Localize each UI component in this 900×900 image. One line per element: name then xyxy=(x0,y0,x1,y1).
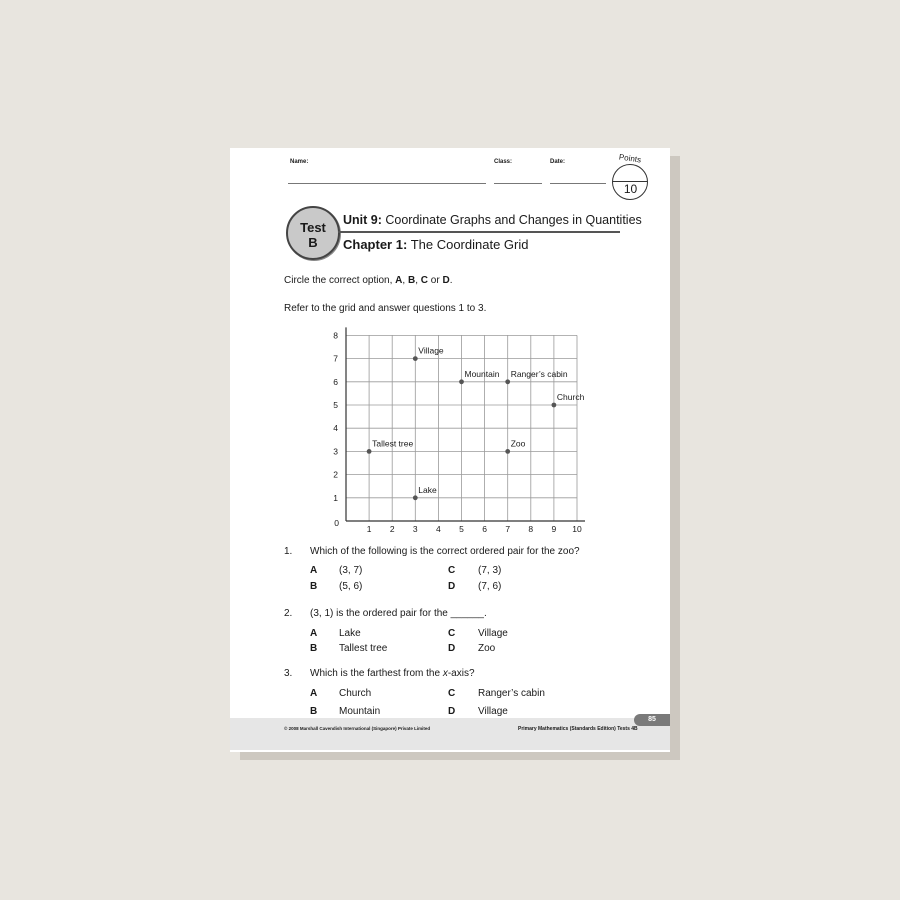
refer-text: Refer to the grid and answer questions 1 to 3. xyxy=(284,303,487,314)
q2-option-b-text[interactable]: Tallest tree xyxy=(339,643,388,654)
y-tick-label: 3 xyxy=(333,446,338,457)
footer-copyright: © 2008 Marshall Cavendish International (Singapore) Private Limited xyxy=(284,726,431,731)
page-number: 85 xyxy=(634,714,670,726)
grid-point xyxy=(367,449,372,454)
question-2-text: (3, 1) is the ordered pair for the ______. xyxy=(310,608,487,619)
grid-point-label: Ranger’s cabin xyxy=(510,368,568,379)
q3-option-d-text[interactable]: Village xyxy=(478,706,508,717)
q3-option-b-text[interactable]: Mountain xyxy=(339,706,381,717)
q2-option-d-letter[interactable]: D xyxy=(448,643,456,654)
question-3-text: Which is the farthest from the x-axis? xyxy=(310,668,475,679)
q2-option-d-text[interactable]: Zoo xyxy=(478,643,496,654)
question-1-number: 1. xyxy=(284,546,293,557)
question-3-number: 3. xyxy=(284,668,293,679)
grid-point xyxy=(505,449,510,454)
grid-point xyxy=(413,495,418,500)
instruction-text: Circle the correct option, A, B, C or D. xyxy=(284,275,453,286)
q3-option-c-text[interactable]: Ranger’s cabin xyxy=(478,688,545,699)
unit-label: Unit 9: xyxy=(343,213,382,227)
x-tick-label: 5 xyxy=(459,524,464,534)
x-tick-label: 6 xyxy=(482,524,487,534)
footer-book-title: Primary Mathematics (Standards Edition) Tests 4B xyxy=(518,726,638,732)
footer-band xyxy=(230,718,670,750)
q1-option-b-text[interactable]: (5, 6) xyxy=(339,581,363,592)
grid-point xyxy=(552,403,557,408)
grid-lines xyxy=(346,327,585,521)
q2-option-a-letter[interactable]: A xyxy=(310,628,318,639)
y-tick-label: 1 xyxy=(333,492,338,503)
grid-point xyxy=(459,379,464,384)
q1-option-c-letter[interactable]: C xyxy=(448,565,456,576)
q3-option-c-letter[interactable]: C xyxy=(448,688,456,699)
q1-option-d-letter[interactable]: D xyxy=(448,581,456,592)
grid-point-label: Tallest tree xyxy=(372,438,414,449)
question-1-text: Which of the following is the correct ordered pair for the zoo? xyxy=(310,546,580,557)
x-tick-label: 3 xyxy=(412,524,418,534)
grid-point-label: Mountain xyxy=(464,368,500,379)
grid-point-label: Village xyxy=(418,345,444,356)
q2-option-a-text[interactable]: Lake xyxy=(339,628,361,639)
test-badge-line1: Test xyxy=(300,220,326,235)
q3-option-a-text[interactable]: Church xyxy=(339,688,372,699)
grid-points xyxy=(367,346,585,501)
q3-option-d-letter[interactable]: D xyxy=(448,706,456,717)
x-tick-label: 9 xyxy=(551,524,557,534)
y-tick-label: 2 xyxy=(333,469,338,480)
points-value: 10 xyxy=(623,182,638,196)
points-label: Points xyxy=(618,152,642,165)
q1-option-b-letter[interactable]: B xyxy=(310,581,318,592)
y-tick-label: 4 xyxy=(333,423,338,434)
test-badge-line2: B xyxy=(308,235,318,250)
question-2-number: 2. xyxy=(284,608,293,619)
origin-label: 0 xyxy=(334,518,339,528)
x-tick-label: 8 xyxy=(528,524,534,534)
x-tick-label: 1 xyxy=(366,524,372,534)
grid-point-label: Zoo xyxy=(510,438,526,449)
y-tick-label: 6 xyxy=(333,376,338,387)
x-tick-label: 10 xyxy=(572,524,582,534)
grid-point-label: Lake xyxy=(418,484,437,495)
q1-option-c-text[interactable]: (7, 3) xyxy=(478,565,502,576)
chapter-label: Chapter 1: xyxy=(343,237,408,252)
x-tick-label: 7 xyxy=(505,524,511,534)
y-tick-label: 5 xyxy=(333,400,338,410)
axis-tick-labels xyxy=(333,330,582,534)
x-tick-label: 2 xyxy=(389,524,395,534)
chapter-name: The Coordinate Grid xyxy=(410,237,529,252)
q1-option-a-text[interactable]: (3, 7) xyxy=(339,565,363,576)
q1-option-d-text[interactable]: (7, 6) xyxy=(478,581,502,592)
unit-name: Coordinate Graphs and Changes in Quantities xyxy=(385,213,642,227)
q3-option-b-letter[interactable]: B xyxy=(310,706,318,717)
grid-point xyxy=(505,379,510,384)
q2-option-b-letter[interactable]: B xyxy=(310,643,318,654)
class-label: Class: xyxy=(494,159,513,165)
date-label: Date: xyxy=(550,159,566,165)
y-tick-label: 8 xyxy=(333,330,338,341)
grid-point-label: Church xyxy=(556,392,585,402)
worksheet-page xyxy=(230,148,670,752)
q1-option-a-letter[interactable]: A xyxy=(310,565,318,576)
name-label: Name: xyxy=(290,159,309,165)
q2-option-c-text[interactable]: Village xyxy=(478,628,508,639)
q3-option-a-letter[interactable]: A xyxy=(310,688,318,699)
y-tick-label: 7 xyxy=(333,353,338,364)
grid-point xyxy=(413,356,418,361)
q2-option-c-letter[interactable]: C xyxy=(448,628,456,639)
coordinate-grid xyxy=(230,148,670,548)
x-tick-label: 4 xyxy=(436,524,441,534)
